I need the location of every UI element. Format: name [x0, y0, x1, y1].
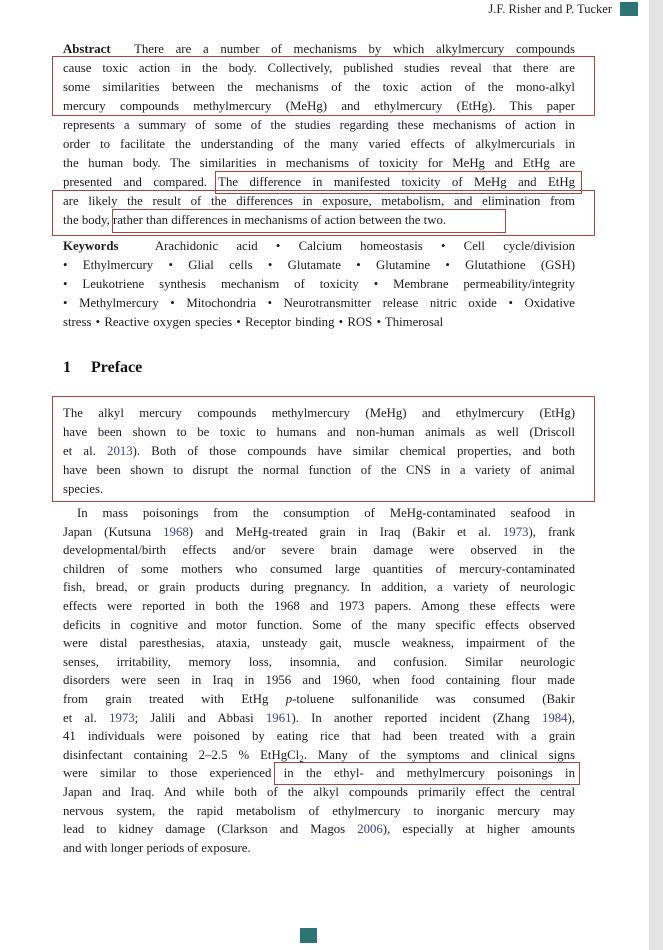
section-title: Preface [91, 359, 143, 376]
text-line: and with longer periods of exposure. [63, 840, 251, 855]
text-line: were distal paresthesias, ataxia, unsteady gait, muscle weakness, impairment of the [63, 636, 575, 651]
section-heading [63, 359, 142, 377]
section-number: 1 [63, 359, 71, 376]
text-line: Japan (Kutsuna 1968) and MeHg-treated grain in Iraq (Bakir et al. 1973), frank [63, 524, 575, 539]
text-line: have been shown to disrupt the normal function of the CNS in a variety of animal [63, 463, 575, 477]
text-line: nervous system, the rapid metabolism of ethylmercury to inorganic mercury may [63, 803, 575, 818]
text-line: mercury compounds methylmercury (MeHg) and ethylmercury (EtHg). This paper [63, 99, 575, 113]
abstract-paragraph [63, 40, 575, 230]
text-line: • Leukotriene synthesis mechanism of toxicity • Membrane permeability/integrity [63, 277, 575, 291]
text-line: are likely the result of the differences in exposure, metabolism, and elimination from [63, 194, 575, 208]
text-line: cause toxic action in the body. Collectively, published studies reveal that there are [63, 61, 575, 75]
text-line: In mass poisonings from the consumption of MeHg-contaminated seafood in [77, 506, 575, 520]
text-line: some similarities between the mechanisms of the toxic action of the mono-alkyl [63, 80, 575, 94]
text-line: 41 individuals were poisoned by eating rice that had been treated with a grain [63, 729, 575, 744]
text-line: developmental/birth effects and/or severe brain damage were observed in the [63, 543, 575, 558]
text-line: et al. 2013). Both of those compounds have similar chemical properties, and both [63, 444, 575, 458]
body-paragraph [63, 504, 575, 857]
keywords-paragraph [63, 237, 575, 332]
text-line: Japan and Iraq. And while both of the alkyl compounds primarily effect the central [63, 784, 575, 799]
redaction-square [300, 928, 317, 943]
preface-paragraph [63, 404, 575, 499]
redaction-square [620, 2, 638, 16]
text-line: • Methylmercury • Mitochondria • Neurotransmitter release nitric oxide • Oxidative [63, 296, 575, 310]
text-line: presented and compared. The difference in manifested toxicity of MeHg and EtHg [63, 175, 575, 189]
text-line: species. [63, 482, 104, 496]
text-line: represents a summary of some of the studies regarding these mechanisms of action in [63, 118, 575, 132]
text-line: have been shown to be toxic to humans and non-human animals as well (Driscoll [63, 425, 575, 439]
text-line: senses, irritability, memory loss, insomnia, and confusion. Similar neurologic [63, 654, 575, 669]
text-line: from grain treated with EtHg p-toluene sulfonanilide was consumed (Bakir [63, 691, 575, 706]
text-line: Keywords Arachidonic acid • Calcium homeostasis • Cell cycle/division [63, 239, 575, 253]
text-line: the human body. The similarities in mechanisms of toxicity for MeHg and EtHg are [63, 156, 575, 170]
text-line: Abstract There are a number of mechanisms by which alkylmercury compounds [63, 42, 575, 56]
text-line: disinfectant containing 2–2.5 % EtHgCl$_2$. Many of the symptoms and clinical signs [63, 747, 575, 764]
page-edge-shadow [649, 0, 663, 950]
running-head-authors: J.F. Risher and P. Tucker [488, 2, 612, 16]
text-line: children of some mothers who consumed large quantities of mercury-contaminated [63, 561, 575, 576]
text-line: fish, bread, or grain products during pregnancy. In addition, a variety of neurologic [63, 580, 575, 595]
text-line: stress • Reactive oxygen species • Receptor binding • ROS • Thimerosal [63, 315, 444, 329]
text-line: the body, rather than differences in mechanisms of action between the two. [63, 213, 447, 227]
text-line: disorders were seen in Iraq in 1956 and 1960, when food containing flour made [63, 673, 575, 688]
text-line: lead to kidney damage (Clarkson and Magos 2006), especially at higher amounts [63, 822, 575, 837]
text-line: The alkyl mercury compounds methylmercury (MeHg) and ethylmercury (EtHg) [63, 406, 575, 420]
text-line: et al. 1973; Jalili and Abbasi 1961). In another reported incident (Zhang 1984), [63, 710, 575, 725]
text-line: effects were reported in both the 1968 and 1973 papers. Among these effects were [63, 598, 575, 613]
text-line: order to facilitate the understanding of the many varied effects of alkylmercurials in [63, 137, 575, 151]
text-line: • Ethylmercury • Glial cells • Glutamate • Glutamine • Glutathione (GSH) [63, 258, 575, 272]
text-line: deficits in cognitive and motor function. Some of the many specific effects observed [63, 617, 575, 632]
text-line: were similar to those experienced in the ethyl- and methylmercury poisonings in [63, 766, 575, 781]
